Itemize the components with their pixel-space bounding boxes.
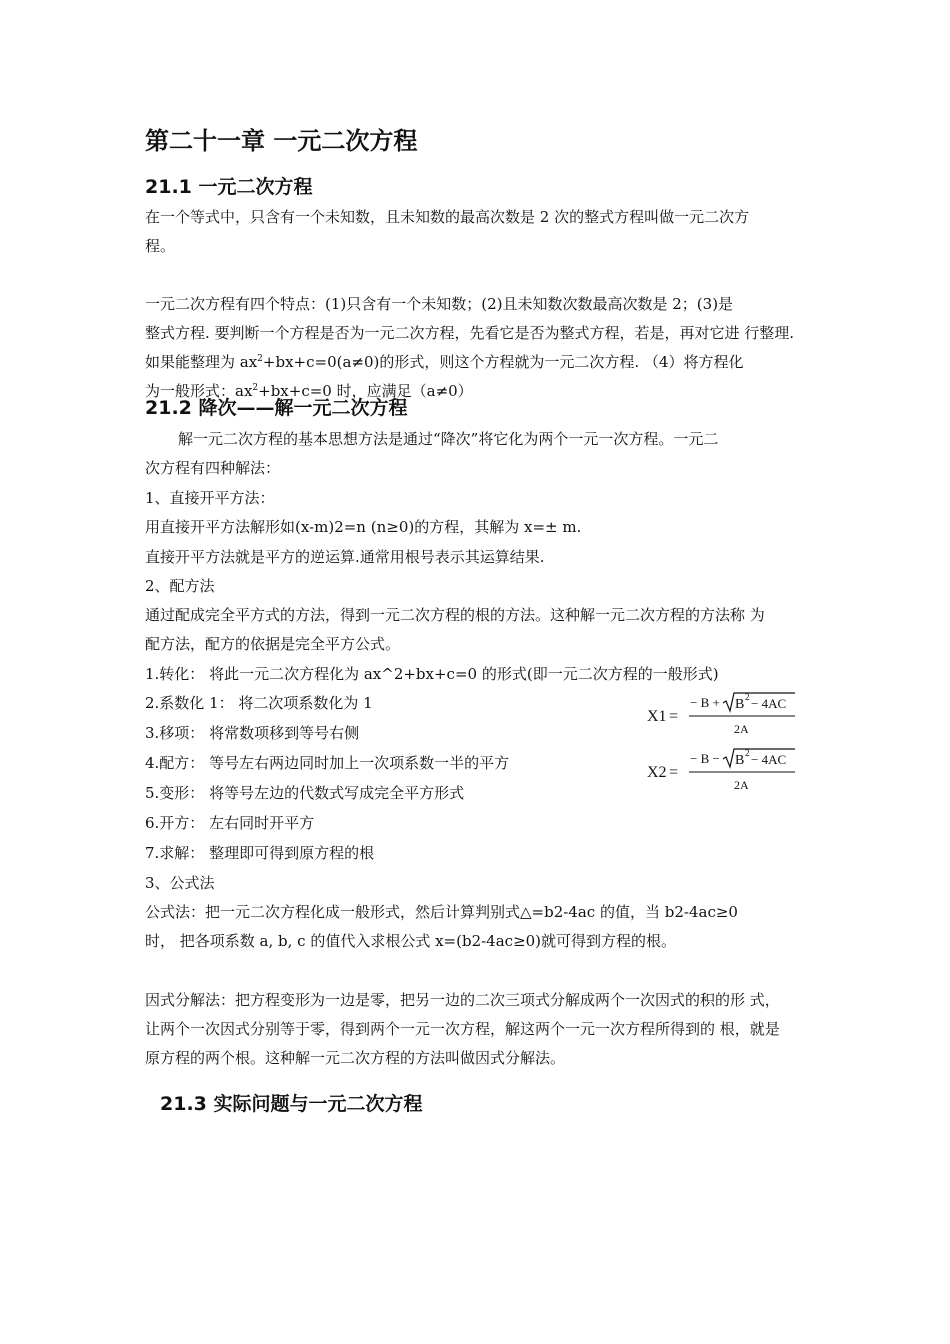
formula-numerator-prefix: − B + bbox=[690, 695, 720, 710]
method-title: 1、直接开平方法： bbox=[145, 489, 275, 507]
paragraph-line: 原方程的两个根。这种解一元二次方程的方法叫做因式分解法。 bbox=[145, 1049, 566, 1067]
formula-radicand-rest: − 4AC bbox=[751, 752, 787, 767]
paragraph-line: 通过配成完全平方式的方法，得到一元二次方程的根的方法。这种解一元二次方程的方法称 为 bbox=[145, 606, 765, 624]
formula-radicand-exponent: 2 bbox=[745, 748, 750, 758]
paragraph-line: 公式法：把一元二次方程化成一般形式，然后计算判别式△=b2-4ac 的值，当 b2-4ac≥0 bbox=[145, 903, 738, 921]
section-heading-21-3: 21.3 实际问题与一元二次方程 bbox=[160, 1093, 423, 1115]
paragraph-line: 时， 把各项系数 a, b, c 的值代入求根公式 x=(b2-4ac≥0)就可得到方程的根。 bbox=[145, 932, 677, 950]
method-title: 3、公式法 bbox=[145, 874, 215, 892]
formula-denominator: 2A bbox=[734, 778, 749, 792]
section-heading-21-1: 21.1 一元二次方程 bbox=[145, 176, 313, 198]
chapter-title: 第二十一章 一元二次方程 bbox=[145, 127, 418, 155]
method-title: 2、配方法 bbox=[145, 577, 215, 595]
formula-lhs: X2 bbox=[647, 764, 667, 781]
formula-numerator-prefix: − B − bbox=[690, 751, 720, 766]
paragraph-line: 程。 bbox=[145, 237, 176, 255]
paragraph-line: 因式分解法：把方程变形为一边是零，把另一边的二次三项式分解成两个一次因式的积的形 式， bbox=[145, 991, 780, 1009]
formula-lhs: X1 bbox=[647, 708, 667, 725]
step-item: 2.系数化 1： 将二次项系数化为 1 bbox=[145, 694, 373, 712]
step-item: 5.变形： 将等号左边的代数式写成完全平方形式 bbox=[145, 784, 465, 802]
step-item: 6.开方： 左右同时开平方 bbox=[145, 814, 315, 832]
paragraph-line: 一元二次方程有四个特点：(1)只含有一个未知数；(2)且未知数次数最高次数是 2；(3)是 bbox=[145, 295, 734, 313]
step-item: 4.配方： 等号左右两边同时加上一次项系数一半的平方 bbox=[145, 754, 510, 772]
step-item: 1.转化： 将此一元二次方程化为 ax^2+bx+c=0 的形式(即一元二次方程的一般形式) bbox=[145, 665, 719, 683]
step-item: 7.求解： 整理即可得到原方程的根 bbox=[145, 844, 375, 862]
quadratic-formula-x1 bbox=[645, 690, 800, 740]
formula-radicand: B bbox=[735, 753, 745, 768]
paragraph-line: 如果能整理为 $ax^2+bx+c=0(a\ne 0)$的形式，则这个方程就为一元二次方程. （4）将方程化 bbox=[145, 353, 744, 371]
formula-radicand-exponent: 2 bbox=[745, 692, 750, 702]
paragraph-line: 在一个等式中，只含有一个未知数，且未知数的最高次数是 2 次的整式方程叫做一元二次方 bbox=[145, 208, 750, 226]
quadratic-formula-x2 bbox=[645, 746, 800, 796]
formula-radicand-rest: − 4AC bbox=[751, 696, 787, 711]
paragraph-line: 让两个一次因式分别等于零，得到两个一元一次方程，解这两个一元一次方程所得到的 根，就是 bbox=[145, 1020, 780, 1038]
paragraph-line: 为一般形式：$ax^2+bx+c=0$ 时，应满足（a≠0） bbox=[145, 382, 473, 400]
formula-denominator: 2A bbox=[734, 722, 749, 736]
section-heading-21-2: 21.2 降次——解一元二次方程 bbox=[145, 397, 408, 419]
paragraph-line: 次方程有四种解法： bbox=[145, 459, 281, 477]
formula-equals: = bbox=[669, 708, 679, 725]
step-item: 3.移项： 将常数项移到等号右侧 bbox=[145, 724, 360, 742]
formula-radicand: B bbox=[735, 697, 745, 712]
paragraph-line: 用直接开平方法解形如(x-m)2=n (n≥0)的方程，其解为 x=± m. bbox=[145, 518, 582, 536]
formula-equals: = bbox=[669, 764, 679, 781]
paragraph-line: 配方法，配方的依据是完全平方公式。 bbox=[145, 635, 401, 653]
paragraph-line: 直接开平方法就是平方的逆运算.通常用根号表示其运算结果. bbox=[145, 548, 545, 566]
paragraph-line: 解一元二次方程的基本思想方法是通过“降次”将它化为两个一元一次方程。一元二 bbox=[178, 430, 719, 448]
paragraph-line: 整式方程. 要判断一个方程是否为一元二次方程，先看它是否为整式方程，若是，再对它进 行整理. bbox=[145, 324, 795, 342]
